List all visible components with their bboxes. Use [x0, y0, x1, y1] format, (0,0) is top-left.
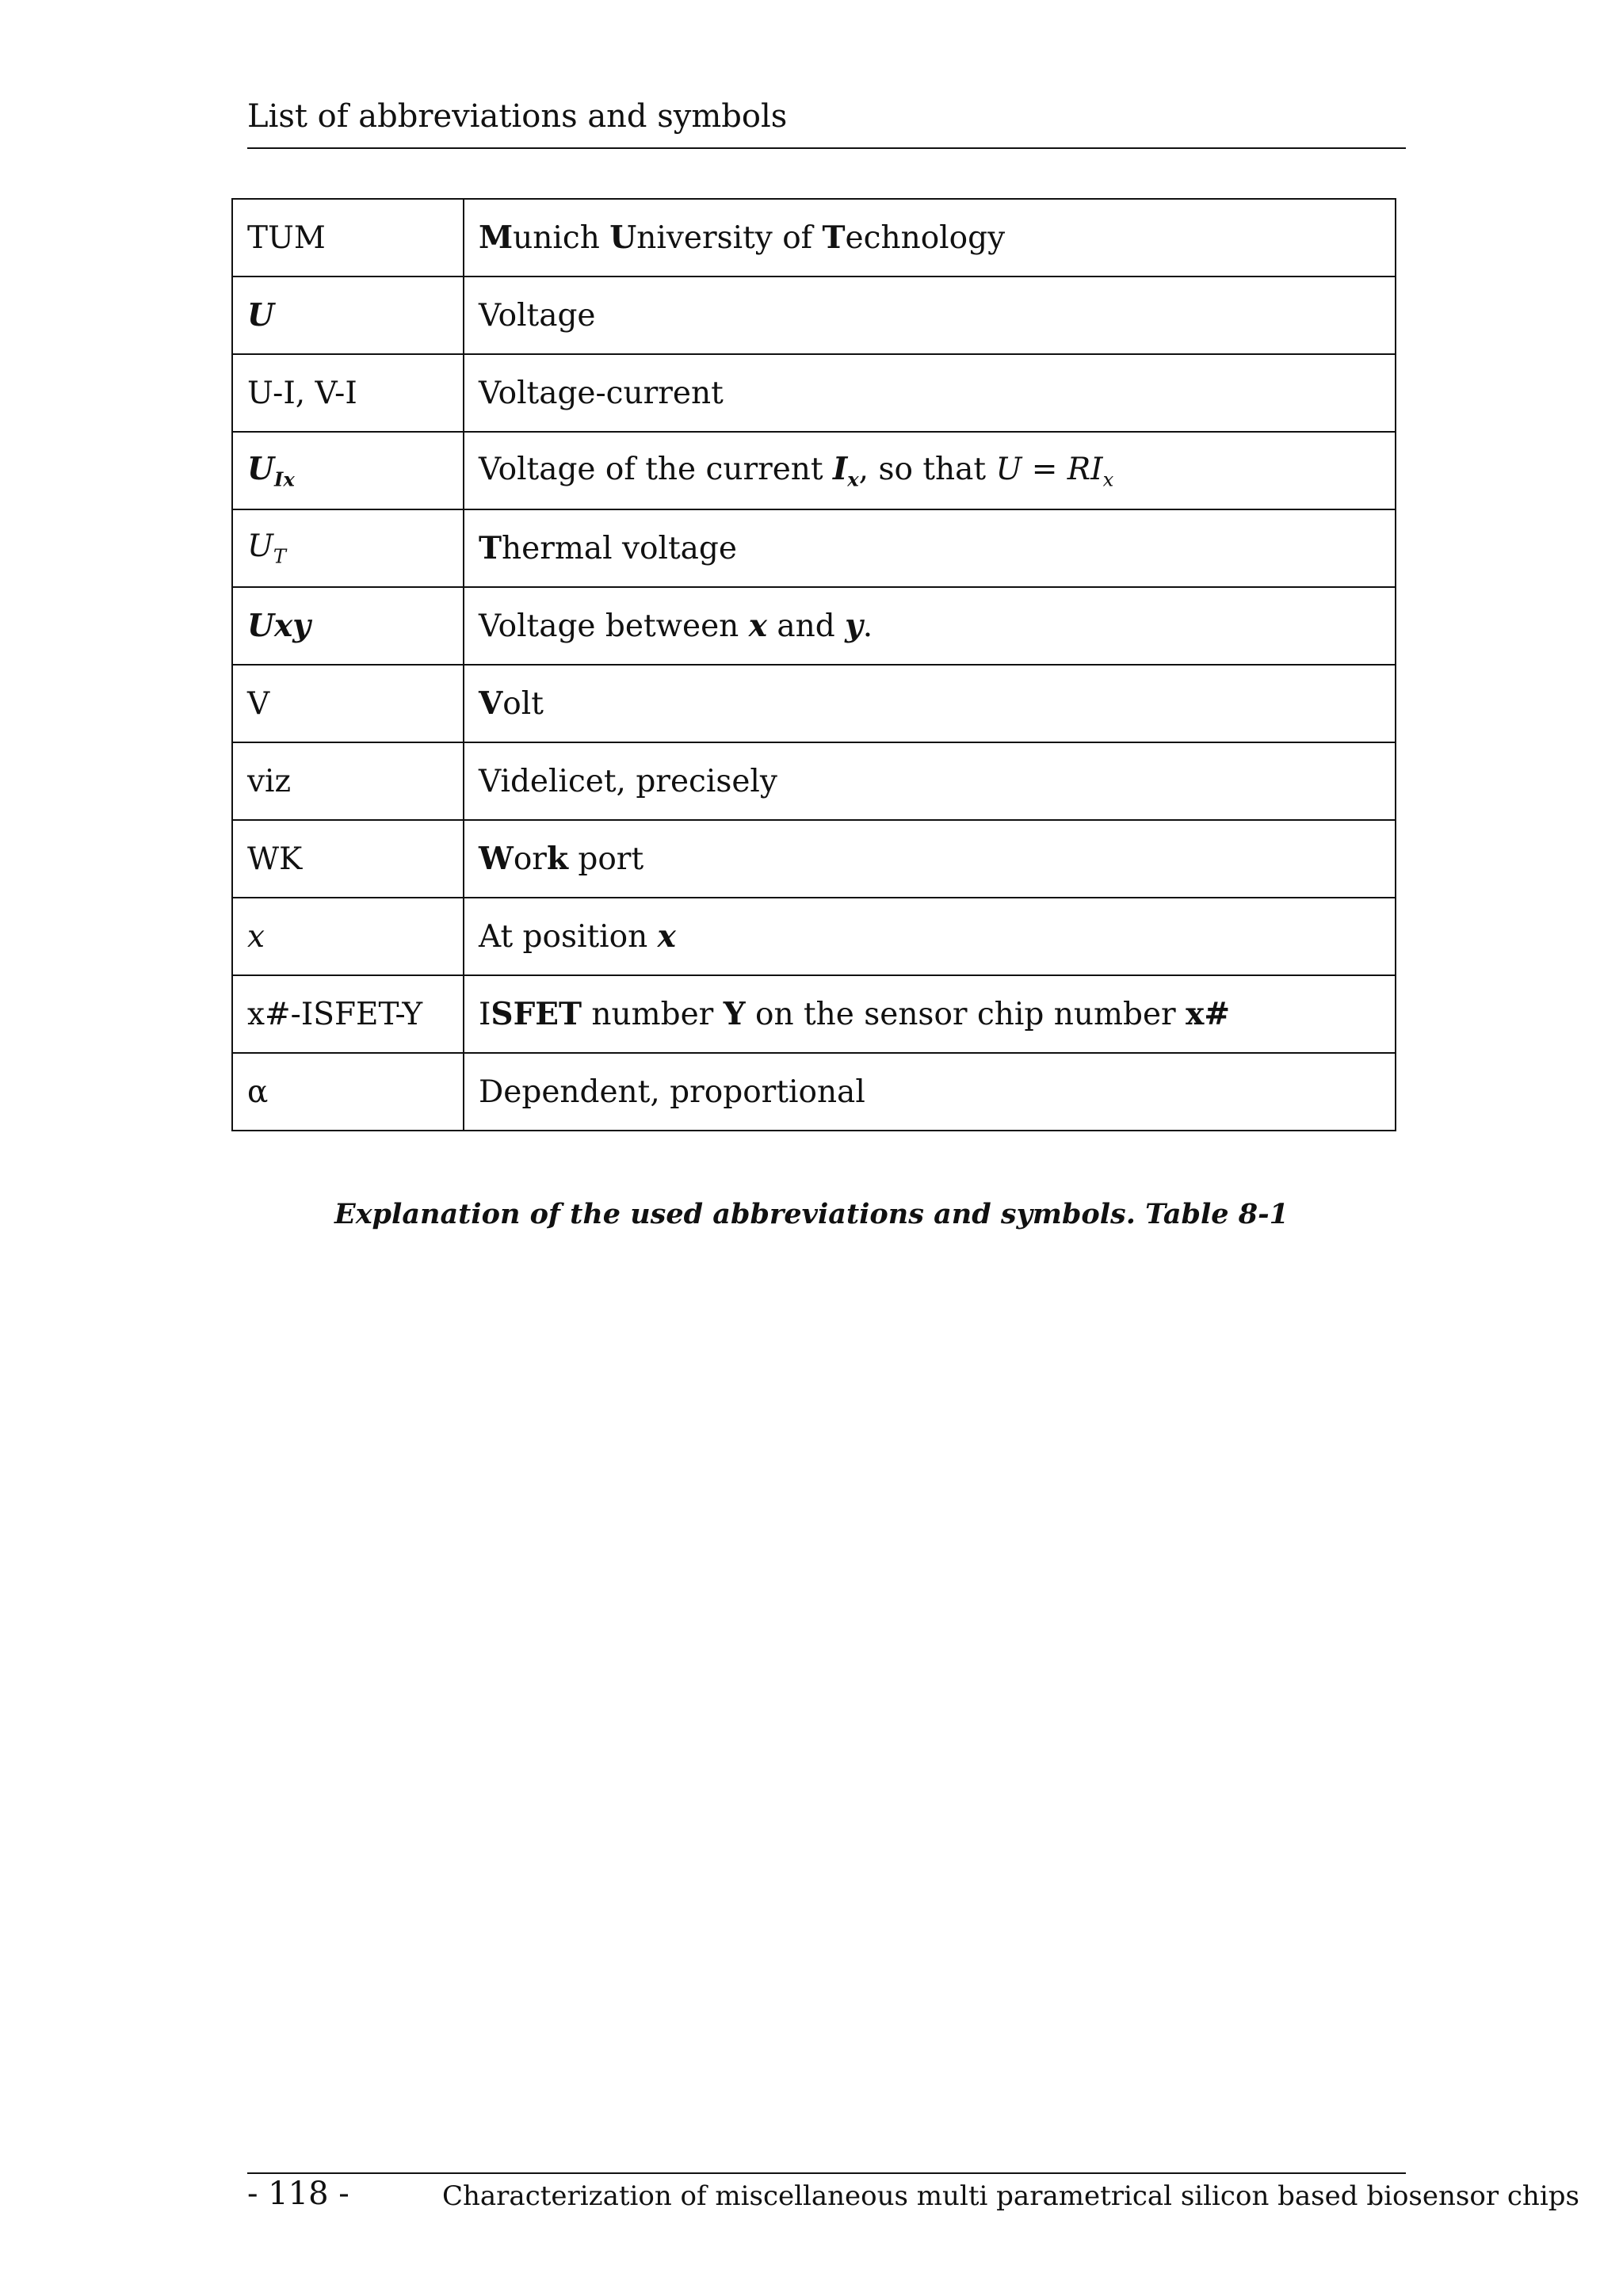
table-row — [232, 975, 1396, 1053]
term-cell: $U_{Ix}$ — [232, 432, 464, 509]
definition-cell: Voltage — [464, 277, 1396, 354]
definition-cell: Volt — [464, 665, 1396, 742]
term-cell: TUM — [232, 199, 464, 277]
term-cell: x#-ISFET-Y — [232, 975, 464, 1053]
term-cell: viz — [232, 742, 464, 820]
definition-cell: Voltage-current — [464, 354, 1396, 432]
term-cell: α — [232, 1053, 464, 1131]
term-cell: $U_T$ — [232, 509, 464, 587]
term-cell: U — [232, 277, 464, 354]
table-row — [232, 665, 1396, 742]
footer-rule — [247, 2172, 1406, 2174]
header-rule — [247, 147, 1406, 149]
table-row — [232, 509, 1396, 587]
definition-cell: Videlicet, precisely — [464, 742, 1396, 820]
running-footer: Characterization of miscellaneous multi parametrical silicon based biosensor chips — [442, 2180, 1579, 2212]
definition-cell: Voltage of the current $I_x$, so that $U = RI_x$ — [464, 432, 1396, 509]
table-row — [232, 587, 1396, 665]
definition-cell: At position x — [464, 898, 1396, 975]
definition-cell: Work port — [464, 820, 1396, 898]
definition-cell: Munich University of Technology — [464, 199, 1396, 277]
term-cell: x — [232, 898, 464, 975]
table-caption: Explanation of the used abbreviations and symbols. Table 8-1 — [334, 1198, 1289, 1230]
definition-cell: ISFET number Y on the sensor chip number x# — [464, 975, 1396, 1053]
table-row — [232, 199, 1396, 277]
definition-cell: Thermal voltage — [464, 509, 1396, 587]
table-row — [232, 742, 1396, 820]
table-row — [232, 1053, 1396, 1131]
term-cell: Uxy — [232, 587, 464, 665]
page-number: - 118 - — [247, 2176, 349, 2212]
running-header: List of abbreviations and symbols — [247, 98, 788, 135]
abbreviations-table — [231, 198, 1396, 1131]
term-cell: V — [232, 665, 464, 742]
table-row — [232, 820, 1396, 898]
definition-cell: Voltage between x and y. — [464, 587, 1396, 665]
term-cell: WK — [232, 820, 464, 898]
table-row — [232, 432, 1396, 509]
table-row — [232, 277, 1396, 354]
table-row — [232, 354, 1396, 432]
definition-cell: Dependent, proportional — [464, 1053, 1396, 1131]
table-row — [232, 898, 1396, 975]
term-cell: U-I, V-I — [232, 354, 464, 432]
